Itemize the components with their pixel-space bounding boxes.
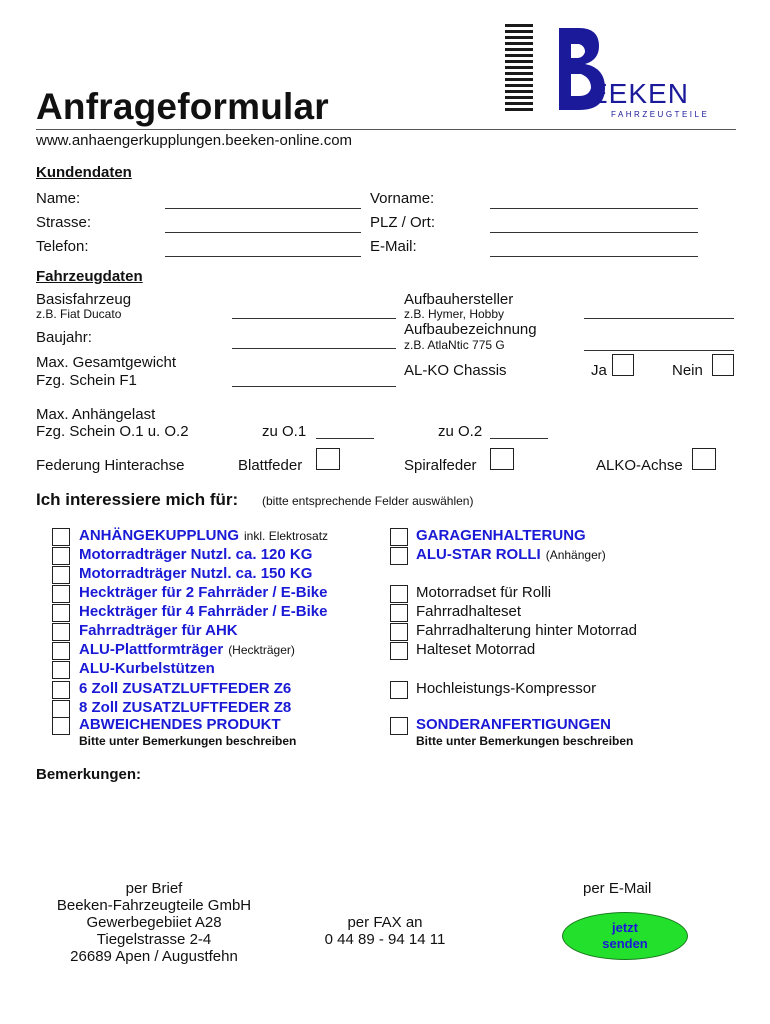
title-divider: [36, 129, 736, 130]
left-option-label: [79, 622, 238, 639]
right-option-label: [416, 680, 596, 697]
name-field[interactable]: [165, 208, 361, 209]
brief-line: Tiegelstrasse 2-4: [96, 931, 212, 948]
left-option-label-text: Motorradträger Nutzl. ca. 120 KG: [79, 546, 313, 563]
left-option-checkbox[interactable]: [52, 717, 70, 735]
basisfahrzeug-field[interactable]: [232, 318, 396, 319]
left-option-checkbox[interactable]: [52, 661, 70, 679]
fzg-f1-label: Fzg. Schein F1: [36, 372, 137, 389]
gesamtgewicht-label: Max. Gesamtgewicht: [36, 354, 177, 371]
alko-chassis-label: AL-KO Chassis: [404, 362, 507, 379]
blattfeder-label: Blattfeder: [238, 457, 303, 474]
logo-subtext: FAHRZEUGTEILE: [611, 110, 710, 119]
left-option-label: [79, 680, 291, 697]
ja-checkbox[interactable]: [612, 354, 634, 376]
left-option-note: (Heckträger): [228, 643, 295, 657]
right-option-label-text: SONDERANFERTIGUNGEN: [416, 716, 612, 733]
logo-stripes: [505, 24, 533, 112]
right-option-label: [416, 584, 551, 601]
left-option-label-text: ALU-Plattformträger: [79, 641, 224, 658]
right-option-label: [416, 603, 521, 620]
spiralfeder-label: Spiralfeder: [404, 457, 477, 474]
left-option-label-text: Fahrradträger für AHK: [79, 622, 238, 639]
right-option-label: [416, 716, 611, 733]
right-option-checkbox[interactable]: [390, 623, 408, 641]
zu-o2-label: zu O.2: [438, 423, 483, 440]
fzg-o-label: Fzg. Schein O.1 u. O.2: [36, 423, 189, 440]
right-option-label-text: Fahrradhalteset: [416, 603, 522, 620]
left-option-label-text: Heckträger für 4 Fahrräder / E-Bike: [79, 603, 328, 620]
right-option-checkbox[interactable]: [390, 547, 408, 565]
plz-label: PLZ / Ort:: [370, 214, 436, 231]
left-option-checkbox[interactable]: [52, 623, 70, 641]
left-option-label: [79, 584, 327, 601]
left-option-label-text: ANHÄNGEKUPPLUNG: [79, 527, 240, 544]
send-label-2: senden: [602, 936, 648, 951]
left-option-label-text: Motorradträger Nutzl. ca. 150 KG: [79, 565, 313, 582]
left-footer-note: Bitte unter Bemerkungen beschreiben: [79, 734, 297, 748]
left-option-checkbox[interactable]: [52, 566, 70, 584]
brief-line: Beeken-Fahrzeugteile GmbH: [56, 897, 252, 914]
logo-text: EEKEN: [589, 78, 689, 109]
aufbaubezeichnung-label: Aufbaubezeichnung: [404, 321, 537, 338]
email-contact-label: per E-Mail: [583, 880, 652, 897]
baujahr-label: Baujahr:: [36, 329, 92, 346]
basisfahrzeug-label: Basisfahrzeug: [36, 291, 132, 308]
email-label: E-Mail:: [370, 238, 417, 255]
strasse-label: Strasse:: [36, 214, 92, 231]
left-option-label: [79, 546, 312, 563]
brief-line: per Brief: [125, 880, 183, 897]
page-title: Anfrageformular: [36, 86, 329, 127]
left-option-checkbox[interactable]: [52, 528, 70, 546]
right-option-checkbox[interactable]: [390, 642, 408, 660]
federung-label: Federung Hinterachse: [36, 457, 185, 474]
alko-achse-label: ALKO-Achse: [596, 457, 683, 474]
send-label-1: jetzt: [611, 920, 638, 935]
left-option-label: [79, 641, 295, 658]
right-option-label-text: GARAGENHALTERUNG: [416, 527, 586, 544]
right-option-label: [416, 546, 606, 563]
right-option-checkbox[interactable]: [390, 681, 408, 699]
aufbauhersteller-label: Aufbauhersteller: [404, 291, 514, 308]
left-option-checkbox[interactable]: [52, 547, 70, 565]
zu-o2-field[interactable]: [490, 438, 548, 439]
right-option-checkbox[interactable]: [390, 528, 408, 546]
fax-number: 0 44 89 - 94 14 11: [324, 931, 446, 948]
left-option-checkbox[interactable]: [52, 585, 70, 603]
right-option-label: [416, 527, 586, 544]
right-option-label-text: Hochleistungs-Kompressor: [416, 680, 597, 697]
spiralfeder-checkbox[interactable]: [490, 448, 514, 470]
right-footer-note: Bitte unter Bemerkungen beschreiben: [416, 734, 634, 748]
right-option-label-text: Fahrradhalterung hinter Motorrad: [416, 622, 637, 639]
aufbaubezeichnung-hint: z.B. AtlaNtic 775 G: [404, 338, 505, 352]
left-option-label: [79, 716, 281, 733]
aufbauhersteller-hint: z.B. Hymer, Hobby: [404, 307, 505, 321]
interest-hint: (bitte entsprechende Felder auswählen): [262, 494, 474, 508]
ja-label: Ja: [591, 362, 607, 379]
contact-fax: [300, 914, 470, 948]
left-option-label: [79, 660, 215, 677]
nein-checkbox[interactable]: [712, 354, 734, 376]
interest-heading: Ich interessiere mich für:: [36, 490, 239, 509]
aufbauhersteller-field[interactable]: [584, 318, 734, 319]
zu-o1-field[interactable]: [316, 438, 374, 439]
bemerkungen-label: Bemerkungen:: [36, 766, 142, 783]
left-option-label: [79, 699, 291, 716]
baujahr-field[interactable]: [232, 348, 396, 349]
send-button[interactable]: [562, 912, 688, 960]
right-option-note: (Anhänger): [545, 548, 606, 562]
right-option-label-text: ALU-STAR ROLLI: [416, 546, 541, 563]
plz-field[interactable]: [490, 232, 698, 233]
left-option-label-text: 6 Zoll ZUSATZLUFTFEDER Z6: [79, 680, 292, 697]
kundendaten-heading: Kundendaten: [36, 164, 132, 181]
right-option-checkbox[interactable]: [390, 717, 408, 735]
left-option-label: [79, 565, 312, 582]
contact-brief: [40, 880, 268, 965]
right-option-label: [416, 622, 637, 639]
brief-line: Gewerbegebiiet A28: [86, 914, 222, 931]
zu-o1-label: zu O.1: [262, 423, 307, 440]
email-field[interactable]: [490, 256, 698, 257]
strasse-field[interactable]: [165, 232, 361, 233]
aufbaubezeichnung-field[interactable]: [584, 350, 734, 351]
website-url[interactable]: www.anhaengerkupplungen.beeken-online.com: [36, 132, 353, 149]
name-label: Name:: [36, 190, 81, 207]
gesamtgewicht-field[interactable]: [232, 386, 396, 387]
right-option-label-text: Halteset Motorrad: [416, 641, 536, 658]
logo: [505, 24, 735, 124]
brief-line: 26689 Apen / Augustfehn: [70, 948, 238, 965]
left-option-checkbox[interactable]: [52, 642, 70, 660]
fahrzeugdaten-heading: Fahrzeugdaten: [36, 268, 143, 285]
left-option-checkbox[interactable]: [52, 700, 70, 718]
alko-achse-checkbox[interactable]: [692, 448, 716, 470]
left-option-checkbox[interactable]: [52, 681, 70, 699]
right-option-checkbox[interactable]: [390, 585, 408, 603]
left-option-label-text: 8 Zoll ZUSATZLUFTFEDER Z8: [79, 699, 292, 716]
anhaengelast-label: Max. Anhängelast: [36, 406, 156, 423]
left-option-note: inkl. Elektrosatz: [244, 529, 329, 543]
left-option-label: [79, 603, 327, 620]
left-option-label-text: ABWEICHENDES PRODUKT: [79, 716, 281, 733]
right-option-label-text: Motorradset für Rolli: [416, 584, 552, 601]
vorname-field[interactable]: [490, 208, 698, 209]
left-option-label-text: ALU-Kurbelstützen: [79, 660, 215, 677]
blattfeder-checkbox[interactable]: [316, 448, 340, 470]
telefon-field[interactable]: [165, 256, 361, 257]
fax-line: per FAX an: [347, 914, 423, 931]
basisfahrzeug-hint: z.B. Fiat Ducato: [36, 307, 122, 321]
left-option-checkbox[interactable]: [52, 604, 70, 622]
right-option-label: [416, 641, 535, 658]
vorname-label: Vorname:: [370, 190, 435, 207]
nein-label: Nein: [672, 362, 703, 379]
right-option-checkbox[interactable]: [390, 604, 408, 622]
left-option-label-text: Heckträger für 2 Fahrräder / E-Bike: [79, 584, 328, 601]
left-option-label: [79, 527, 328, 544]
bemerkungen-area[interactable]: [36, 788, 736, 872]
telefon-label: Telefon:: [36, 238, 89, 255]
